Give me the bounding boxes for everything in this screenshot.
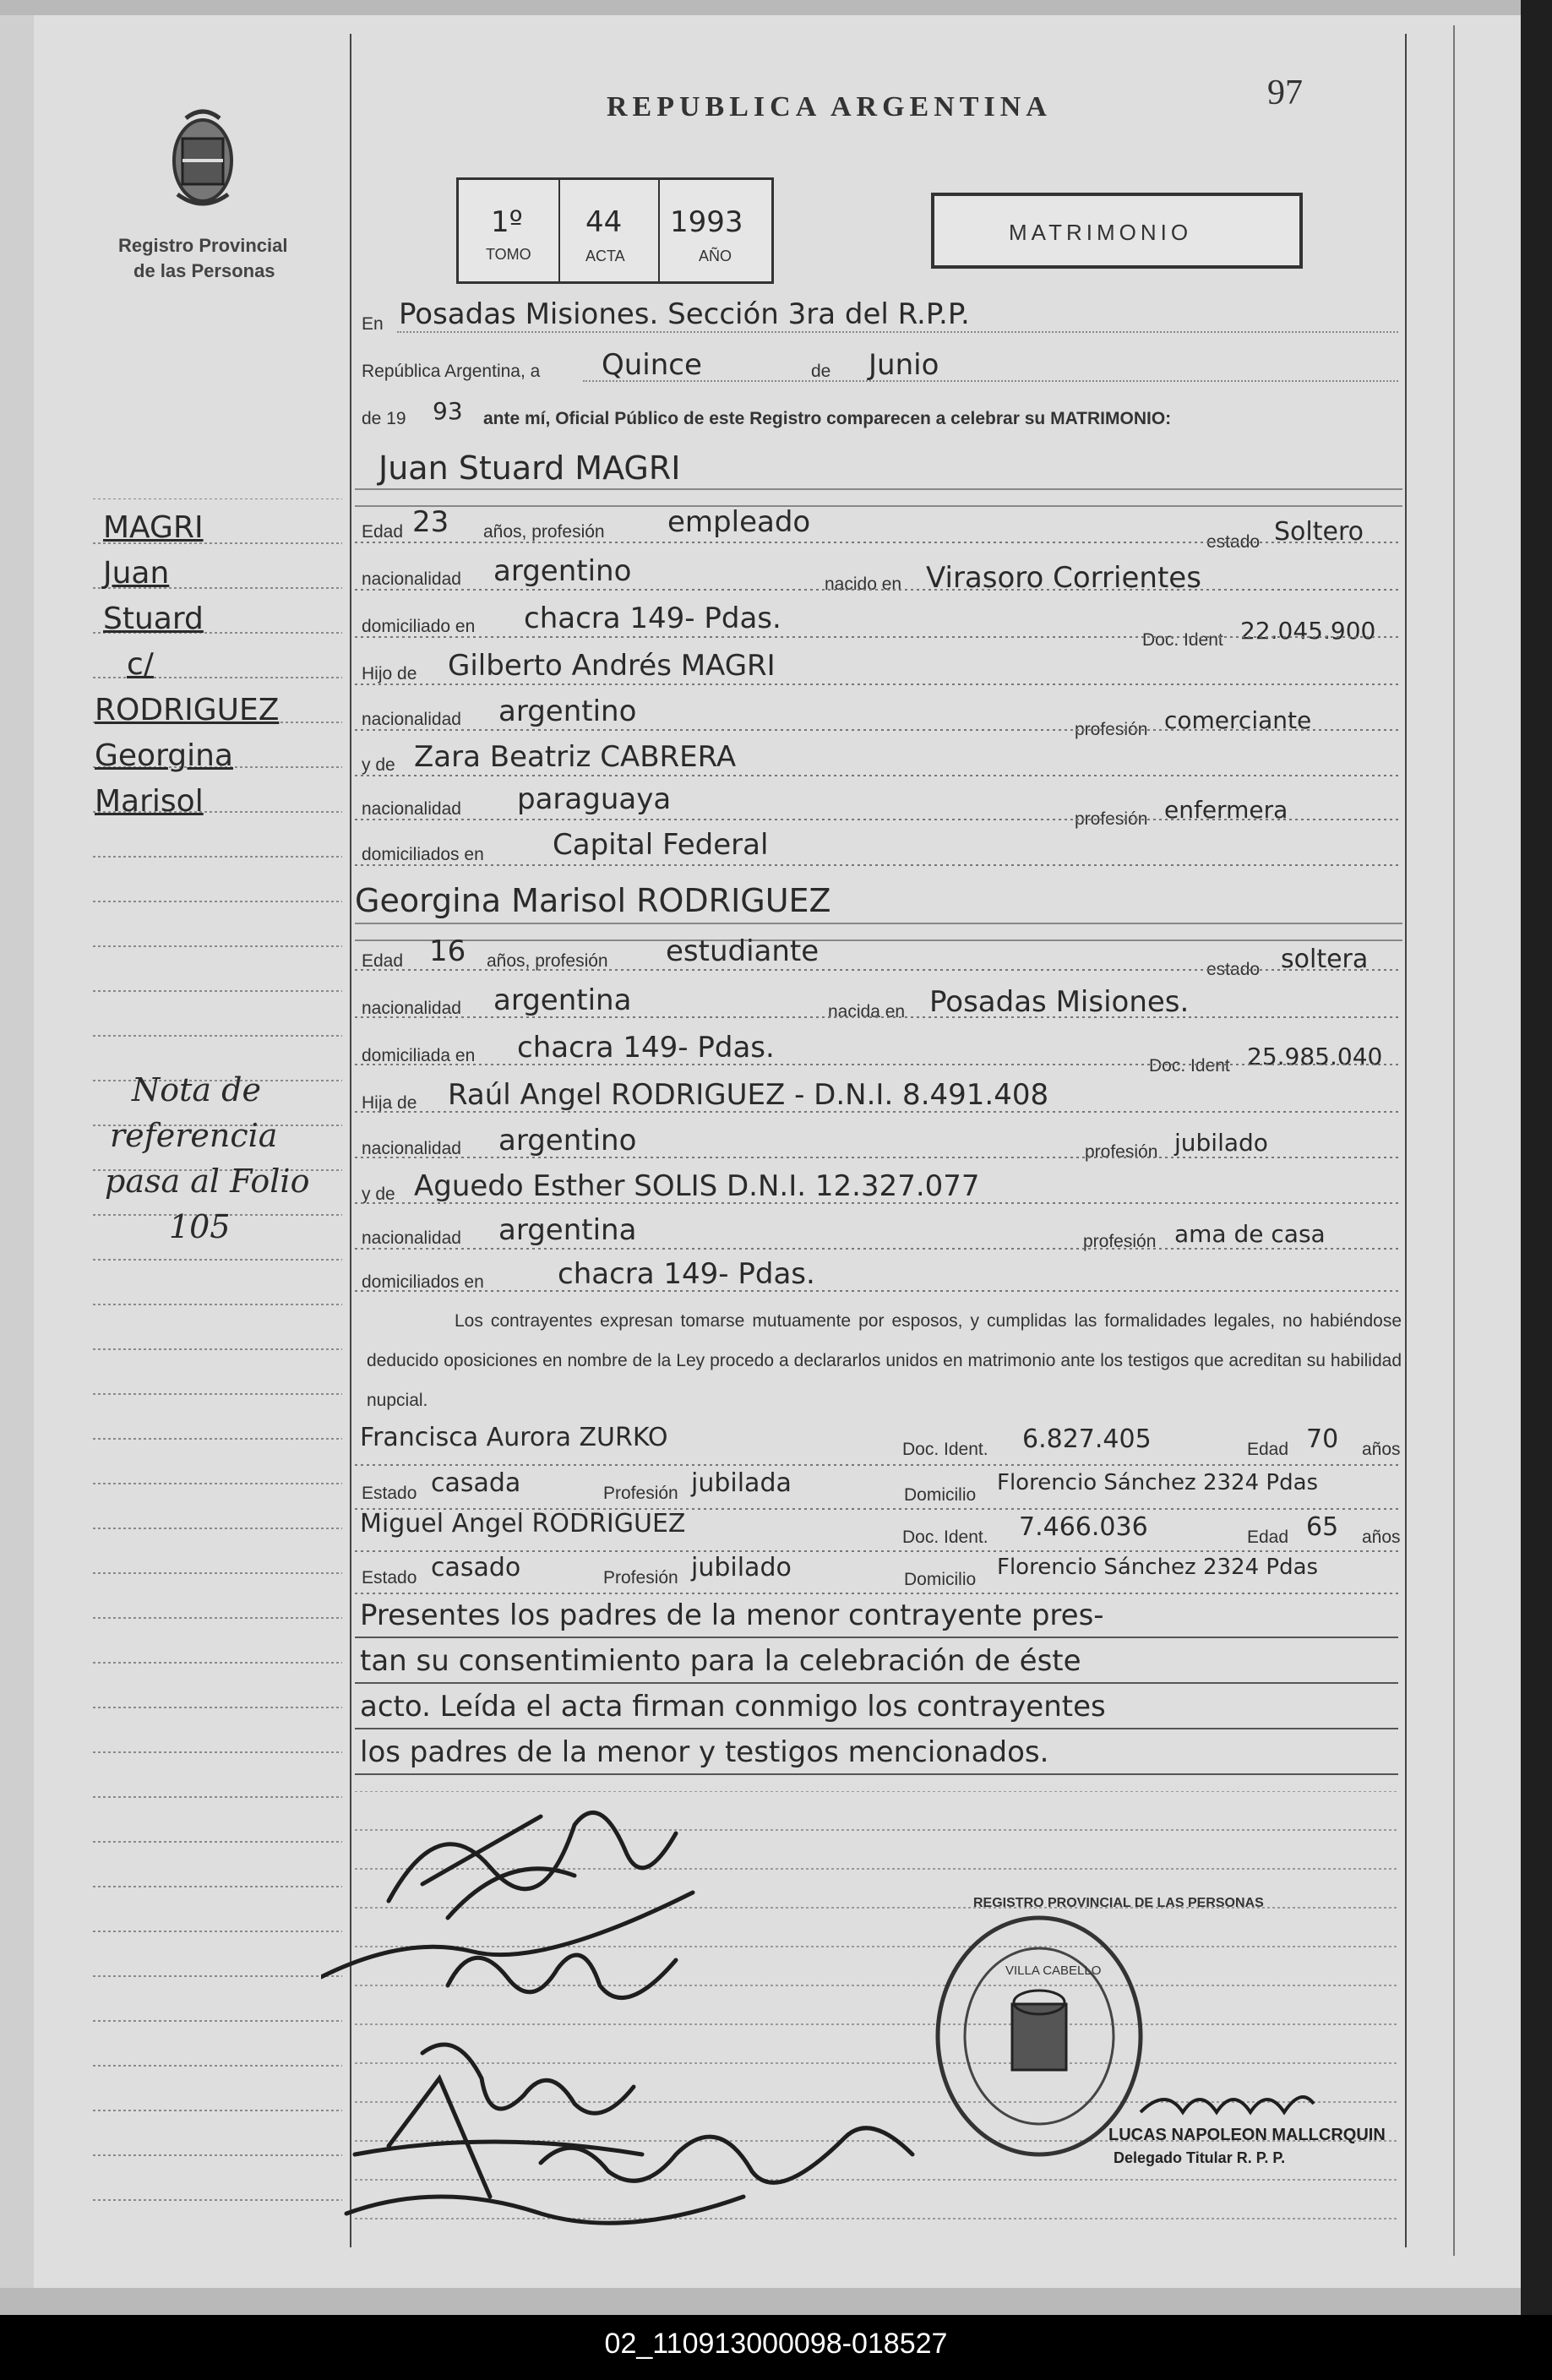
label-bride-domicilio: domiciliada en <box>362 1046 476 1065</box>
line-place <box>397 331 1398 333</box>
bride-parents-address: chacra 149- Pdas. <box>558 1257 815 1291</box>
officer-name: LUCAS NAPOLEON MALLCRQUIN <box>1108 2126 1386 2144</box>
image-identifier: 02_110913000098-018527 <box>604 2328 948 2360</box>
label-bride-hija: Hija de <box>362 1093 417 1113</box>
official-seal-stamp <box>929 1909 1149 2163</box>
witness2-age: 65 <box>1306 1512 1339 1542</box>
label-bride-doc: Doc. Ident <box>1149 1056 1230 1076</box>
witness1-doc: 6.827.405 <box>1022 1424 1152 1454</box>
witness1-address: Florencio Sánchez 2324 Pdas <box>997 1470 1319 1495</box>
bride-doc: 25.985.040 <box>1247 1043 1383 1070</box>
tomo-value: 1º <box>491 205 523 239</box>
page-number: 97 <box>1267 74 1303 112</box>
book-spine <box>1521 0 1552 2315</box>
label-de-year: de 19 <box>362 409 406 428</box>
record-id-box <box>456 177 774 284</box>
bride-profession: estudiante <box>666 934 820 968</box>
bride-mother-nationality: argentina <box>498 1213 637 1247</box>
label-bride-mother-prof: profesión <box>1083 1232 1157 1251</box>
act-place: Posadas Misiones. Sección 3ra del R.P.P. <box>399 297 970 331</box>
label-de-month: de <box>811 362 831 381</box>
label-bride-estado: estado <box>1206 960 1261 979</box>
groom-nationality: argentino <box>493 554 632 588</box>
label-groom-mother-prof: profesión <box>1075 809 1148 829</box>
groom-birthplace: Virasoro Corrientes <box>926 561 1201 595</box>
groom-mother-profession: enfermera <box>1164 796 1288 824</box>
bride-mother: Aguedo Esther SOLIS D.N.I. 12.327.077 <box>414 1169 980 1203</box>
witness2-doc: 7.466.036 <box>1019 1512 1148 1542</box>
label-w1-doc: Doc. Ident. <box>902 1440 988 1459</box>
label-groom-estado: estado <box>1206 532 1261 552</box>
label-groom-nacido: nacido en <box>825 575 902 594</box>
witness2-name: Miguel Angel RODRIGUEZ <box>360 1509 686 1539</box>
margin-note-line1: Nota de <box>132 1071 261 1108</box>
signatures <box>321 1774 963 2247</box>
declaration-text: Los contrayentes expresan tomarse mutuamente por esposos, y cumplidas las formalidades legales, no habiéndose deducido oposiciones en nombre de la Ley procedo a declararlos unidos en matrimonio ante los testigos que acreditan su habilidad nupcial. <box>367 1311 1402 1410</box>
anio-label: AÑO <box>699 248 732 264</box>
label-w1-anios: años <box>1362 1440 1401 1459</box>
groom-mother-nationality: paraguaya <box>517 782 672 816</box>
label-groom-hijo: Hijo de <box>362 664 417 684</box>
registry-name-line1: Registro Provincial <box>118 235 288 256</box>
act-type-box <box>931 193 1303 269</box>
act-month: Junio <box>869 348 939 382</box>
officer-signature <box>1132 2078 1318 2129</box>
bride-mother-profession: ama de casa <box>1174 1220 1326 1248</box>
right-border <box>1405 34 1407 2247</box>
margin-note-line2: referencia <box>110 1117 278 1154</box>
label-w2-doc: Doc. Ident. <box>902 1528 988 1547</box>
label-w1-profesion: Profesión <box>603 1484 678 1503</box>
label-w1-estado: Estado <box>362 1484 417 1503</box>
country-title: REPUBLICA ARGENTINA <box>607 91 1052 123</box>
label-bride-profesion: años, profesión <box>487 951 608 971</box>
remark-line-1: Presentes los padres de la menor contrayente pres- <box>360 1598 1104 1632</box>
label-w2-profesion: Profesión <box>603 1568 678 1588</box>
label-groom-nacionalidad: nacionalidad <box>362 569 461 589</box>
remark-line-2: tan su consentimiento para la celebración de éste <box>360 1644 1081 1678</box>
witness-dotted-lines <box>355 1462 1402 1597</box>
remarks-lines <box>355 1634 1402 1778</box>
label-bride-parents-dom: domiciliados en <box>362 1272 484 1292</box>
label-w1-domicilio: Domicilio <box>904 1485 977 1505</box>
bride-birthplace: Posadas Misiones. <box>929 985 1190 1019</box>
page-edge-line <box>1453 25 1455 2256</box>
tomo-label: TOMO <box>486 246 531 263</box>
stamp-text: REGISTRO PROVINCIAL DE LAS PERSONAS <box>973 1896 1264 1910</box>
label-w2-anios: años <box>1362 1528 1401 1547</box>
bride-father-nationality: argentino <box>498 1124 637 1157</box>
witness1-status: casada <box>431 1468 521 1498</box>
margin-surname-bride: RODRIGUEZ <box>95 693 280 727</box>
groom-status: Soltero <box>1274 517 1364 547</box>
line-date <box>583 380 1398 382</box>
groom-doc: 22.045.900 <box>1240 617 1376 645</box>
stamp-subtext: VILLA CABELLO <box>1005 1963 1102 1978</box>
groom-parents-address: Capital Federal <box>553 828 769 862</box>
label-groom-father-prof: profesión <box>1075 720 1148 739</box>
label-groom-profesion: años, profesión <box>483 522 605 542</box>
groom-name: Juan Stuard MAGRI <box>378 449 681 487</box>
margin-connector: c/ <box>127 647 154 682</box>
label-bride-father-nac: nacionalidad <box>362 1139 461 1158</box>
officer-title: Delegado Titular R. P. P. <box>1114 2149 1286 2166</box>
groom-mother: Zara Beatriz CABRERA <box>414 740 737 774</box>
bride-age: 16 <box>429 934 466 968</box>
margin-middlename-groom: Stuard <box>103 602 204 636</box>
registry-name-line2: de las Personas <box>133 260 275 281</box>
label-groom-doc: Doc. Ident <box>1142 630 1223 650</box>
line-groom-name <box>355 488 1402 490</box>
groom-father-profession: comerciante <box>1164 706 1312 734</box>
witness1-name: Francisca Aurora ZURKO <box>360 1423 668 1452</box>
bride-father: Raúl Angel RODRIGUEZ - D.N.I. 8.491.408 <box>448 1078 1049 1112</box>
label-w2-domicilio: Domicilio <box>904 1570 977 1589</box>
label-w2-edad: Edad <box>1247 1528 1289 1547</box>
witness2-status: casado <box>431 1553 521 1582</box>
witness2-address: Florencio Sánchez 2324 Pdas <box>997 1555 1319 1580</box>
label-groom-mother-nac: nacionalidad <box>362 799 461 819</box>
bride-father-profession: jubilado <box>1174 1129 1268 1157</box>
bride-name: Georgina Marisol RODRIGUEZ <box>355 882 831 919</box>
label-bride-y-de: y de <box>362 1185 395 1204</box>
label-bride-mother-nac: nacionalidad <box>362 1228 461 1248</box>
label-groom-father-nac: nacionalidad <box>362 710 461 729</box>
act-type: MATRIMONIO <box>1009 220 1193 245</box>
margin-surname-groom: MAGRI <box>103 510 204 545</box>
label-groom-parents-dom: domiciliados en <box>362 845 484 864</box>
bride-nationality: argentina <box>493 983 632 1017</box>
groom-age: 23 <box>412 505 449 539</box>
label-ante-mi: ante mí, Oficial Público de este Registro comparecen a celebrar su MATRIMONIO: <box>483 409 1172 428</box>
bride-address: chacra 149- Pdas. <box>517 1031 775 1065</box>
bride-status: soltera <box>1281 945 1369 974</box>
remark-line-3: acto. Leída el acta firman conmigo los contrayentes <box>360 1690 1106 1724</box>
acta-value: 44 <box>585 205 623 239</box>
label-groom-domicilio: domiciliado en <box>362 617 476 636</box>
groom-address: chacra 149- Pdas. <box>524 602 781 635</box>
witness1-profession: jubilada <box>691 1468 792 1498</box>
coat-of-arms-emblem <box>161 101 245 220</box>
witness1-age: 70 <box>1306 1424 1339 1454</box>
label-bride-nacionalidad: nacionalidad <box>362 999 461 1018</box>
margin-middlename-bride: Marisol <box>95 784 204 819</box>
label-groom-edad: Edad <box>362 522 404 542</box>
remark-line-4: los padres de la menor y testigos mencionados. <box>360 1735 1049 1769</box>
label-en: En <box>362 314 384 334</box>
groom-father: Gilberto Andrés MAGRI <box>448 649 776 683</box>
groom-profession: empleado <box>667 505 811 539</box>
field-dotted-lines <box>355 507 1402 1293</box>
label-w2-estado: Estado <box>362 1568 417 1588</box>
margin-firstname-bride: Georgina <box>95 738 233 773</box>
margin-firstname-groom: Juan <box>103 556 170 591</box>
act-year-suffix: 93 <box>433 397 463 425</box>
acta-label: ACTA <box>585 248 625 264</box>
label-groom-y-de: y de <box>362 755 395 775</box>
witness2-profession: jubilado <box>691 1553 792 1582</box>
act-day: Quince <box>602 348 702 382</box>
label-bride-nacida: nacida en <box>828 1002 906 1021</box>
groom-father-nationality: argentino <box>498 694 637 728</box>
label-republica: República Argentina, a <box>362 362 541 381</box>
anio-value: 1993 <box>670 205 743 239</box>
label-bride-father-prof: profesión <box>1085 1142 1158 1162</box>
previous-page-edge <box>0 15 34 2288</box>
margin-note-line4: 105 <box>169 1208 231 1245</box>
margin-note-line3: pasa al Folio <box>105 1163 310 1200</box>
label-bride-edad: Edad <box>362 951 404 971</box>
label-w1-edad: Edad <box>1247 1440 1289 1459</box>
